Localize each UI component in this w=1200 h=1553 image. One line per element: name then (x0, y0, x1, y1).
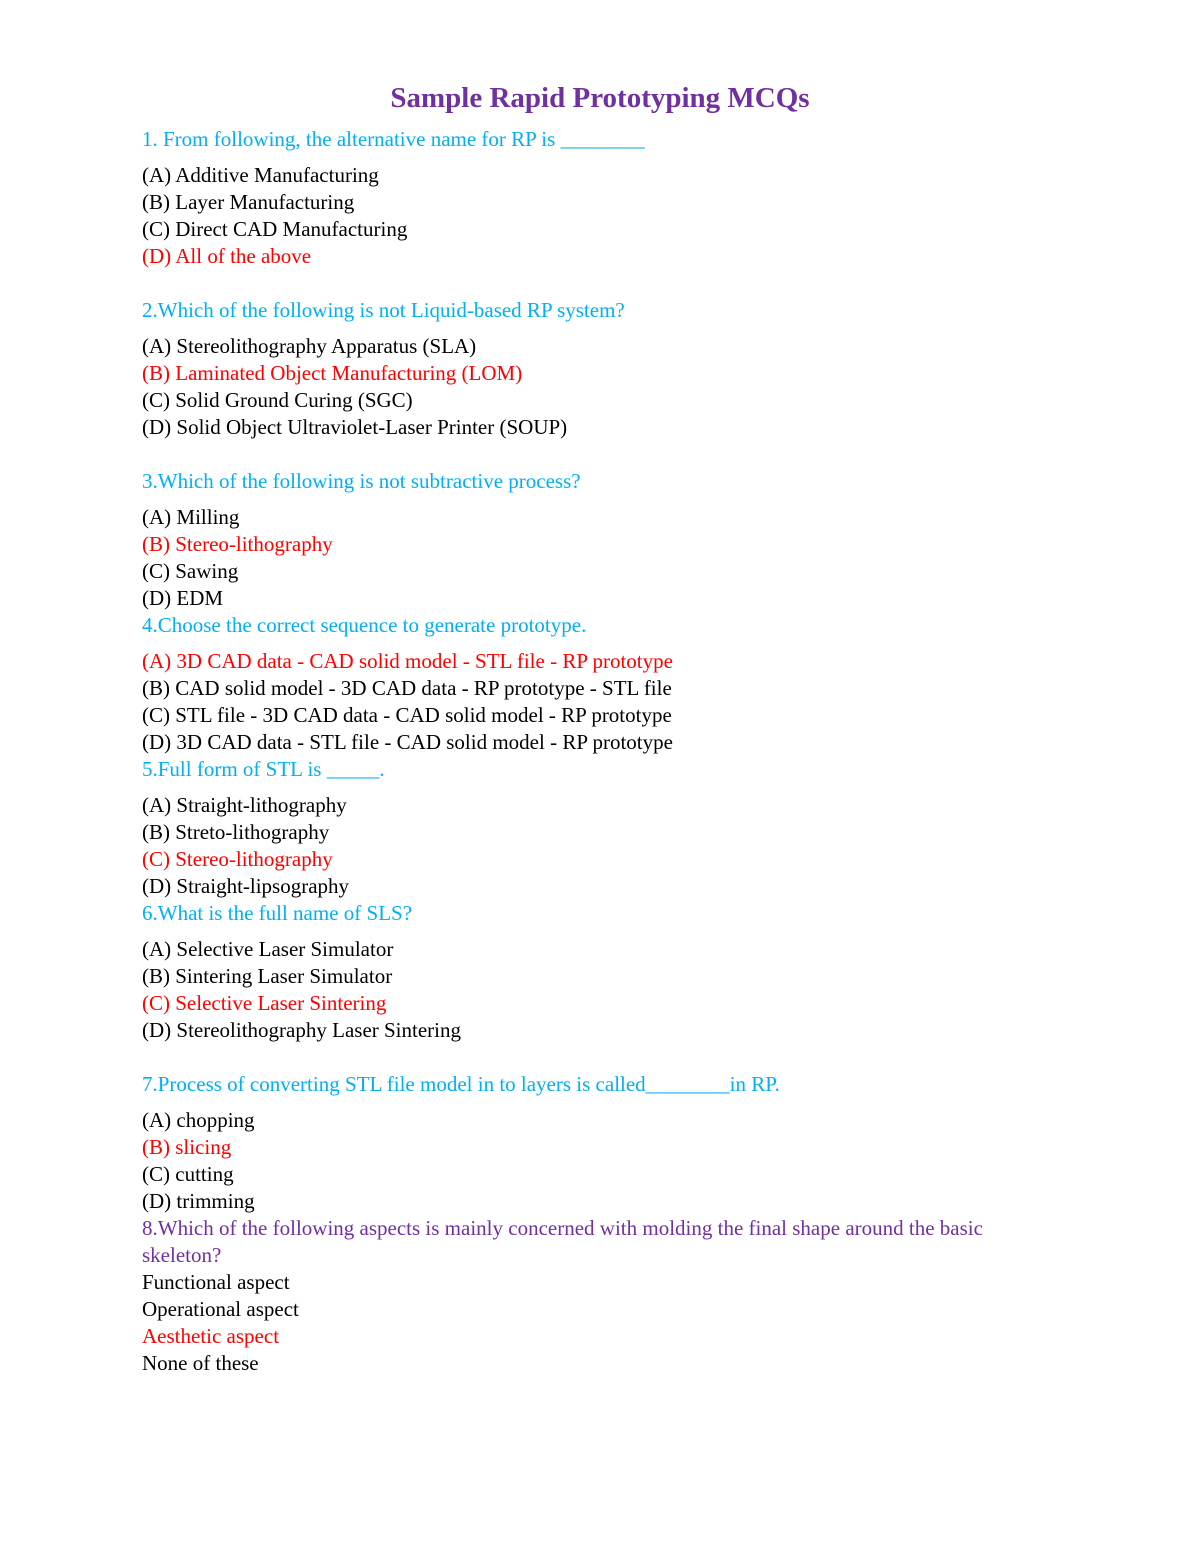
question-text: 2.Which of the following is not Liquid-based RP system? (142, 298, 625, 322)
option: (B) Sintering Laser Simulator (142, 964, 393, 988)
option: None of these (142, 1351, 259, 1375)
option: (D) 3D CAD data - STL file - CAD solid model - RP prototype (142, 730, 673, 754)
correct-option: (A) 3D CAD data - CAD solid model - STL file - RP prototype (142, 649, 673, 673)
question-text: 8.Which of the following aspects is mainly concerned with molding the final shape around the basic skeleton? (142, 1216, 983, 1267)
question-text: 4.Choose the correct sequence to generate prototype. (142, 613, 587, 637)
option: (A) Stereolithography Apparatus (SLA) (142, 334, 477, 358)
option: (D) trimming (142, 1189, 255, 1213)
option: (A) Milling (142, 505, 240, 529)
question-text: 6.What is the full name of SLS? (142, 901, 413, 925)
question-list (142, 126, 1062, 1377)
option: (D) Straight-lipsography (142, 874, 350, 898)
option: (D) Solid Object Ultraviolet-Laser Printer (SOUP) (142, 415, 568, 439)
document-title: Sample Rapid Prototyping MCQs (390, 82, 810, 114)
option: (B) CAD solid model - 3D CAD data - RP prototype - STL file (142, 676, 672, 700)
option: (C) Solid Ground Curing (SGC) (142, 388, 413, 412)
option: (A) chopping (142, 1108, 255, 1132)
option: Operational aspect (142, 1297, 299, 1321)
option: (D) EDM (142, 586, 224, 610)
option: (C) Sawing (142, 559, 239, 583)
correct-option: (D) All of the above (142, 244, 312, 268)
option: (A) Straight-lithography (142, 793, 347, 817)
option: (C) STL file - 3D CAD data - CAD solid model - RP prototype (142, 703, 672, 727)
question-block-8 (142, 1215, 1062, 1377)
correct-option: (C) Selective Laser Sintering (142, 991, 387, 1015)
correct-option: (B) Laminated Object Manufacturing (LOM) (142, 361, 523, 385)
option: (B) Streto-lithography (142, 820, 330, 844)
question-block-6 (142, 900, 1062, 1044)
option: (A) Additive Manufacturing (142, 163, 379, 187)
question-block-2 (142, 297, 1062, 441)
question-block-7 (142, 1071, 1062, 1215)
question-block-5 (142, 756, 1062, 900)
option: (C) cutting (142, 1162, 234, 1186)
correct-option: (B) slicing (142, 1135, 232, 1159)
question-block-4 (142, 612, 1062, 756)
correct-option: (C) Stereo-lithography (142, 847, 333, 871)
option: (C) Direct CAD Manufacturing (142, 217, 408, 241)
option: (B) Layer Manufacturing (142, 190, 355, 214)
question-block-3 (142, 468, 1062, 612)
question-text: 7.Process of converting STL file model in to layers is called________in RP. (142, 1072, 780, 1096)
question-text: 3.Which of the following is not subtractive process? (142, 469, 581, 493)
option: Functional aspect (142, 1270, 290, 1294)
question-text: 1. From following, the alternative name for RP is ________ (142, 127, 645, 151)
correct-option: Aesthetic aspect (142, 1324, 280, 1348)
question-block-1 (142, 126, 1062, 270)
question-text: 5.Full form of STL is _____. (142, 757, 385, 781)
option: (D) Stereolithography Laser Sintering (142, 1018, 461, 1042)
correct-option: (B) Stereo-lithography (142, 532, 333, 556)
option: (A) Selective Laser Simulator (142, 937, 394, 961)
